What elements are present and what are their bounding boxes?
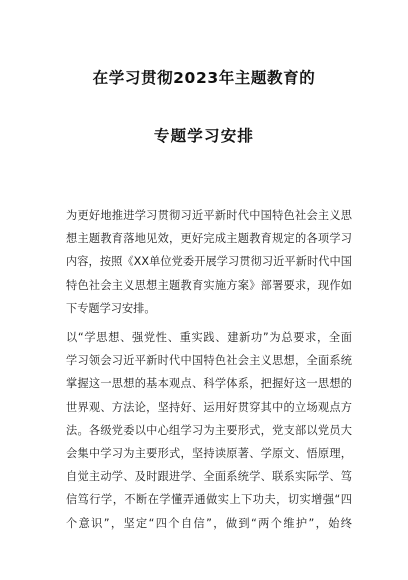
paragraph-line: 法。各级党委以中心组学习为主要形式，党支部以党员大	[66, 423, 352, 437]
paragraph-intro	[66, 204, 352, 320]
paragraph-line: 下专题学习安排。	[66, 301, 156, 315]
paragraph-line: 以“学思想、强党性、重实践、建新功”为总要求，全面	[66, 331, 352, 344]
paragraph-line: 会集中学习为主要形式，坚持读原著、学原文、悟原理，	[66, 446, 352, 460]
paragraph-line: 自觉主动学、及时跟进学、全面系统学、联系实际学、笃	[66, 470, 352, 484]
paragraph-line: 信笃行学，不断在学懂弄通做实上下功夫，切实增强“四	[66, 493, 352, 507]
document-subtitle: 专题学习安排	[153, 127, 255, 145]
paragraph-line: 特色社会主义思想主题教育实施方案》部署要求，现作如	[66, 278, 352, 292]
document-title: 在学习贯彻2023年主题教育的	[92, 69, 316, 87]
paragraph-line: 内容，按照《XX单位党委开展学习贯彻习近平新时代中国	[66, 255, 352, 269]
paragraph-line: 掌握这一思想的基本观点、科学体系，把握好这一思想的	[66, 377, 352, 391]
paragraph-requirements	[66, 326, 352, 535]
paragraph-line: 想主题教育落地见效，更好完成主题教育规定的各项学习	[66, 232, 352, 246]
paragraph-line: 为更好地推进学习贯彻习近平新时代中国特色社会主义思	[66, 209, 352, 222]
paragraph-line: 个意识”，坚定“四个自信”，做到“两个维护”，始终	[66, 516, 352, 530]
paragraph-line: 学习领会习近平新时代中国特色社会主义思想，全面系统	[66, 354, 352, 368]
paragraph-line: 世界观、方法论，坚持好、运用好贯穿其中的立场观点方	[66, 400, 352, 414]
